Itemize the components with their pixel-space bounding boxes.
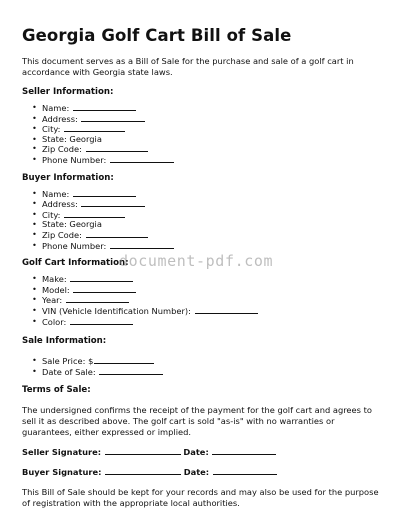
seller-heading: Seller Information: (22, 87, 114, 97)
buyer-date-label: Date: (183, 467, 210, 478)
cart-list (22, 274, 383, 327)
cart-model-field[interactable] (73, 285, 136, 293)
seller-date-field[interactable] (212, 447, 276, 455)
seller-state-label: State: Georgia (42, 133, 102, 144)
intro-paragraph: This document serves as a Bill of Sale for the purchase and sale of a golf cart in accordance with Georgia state laws. (22, 56, 354, 77)
sale-price-field[interactable] (94, 356, 154, 364)
seller-phone-field[interactable] (110, 155, 174, 163)
cart-vin-field[interactable] (195, 306, 258, 314)
seller-phone-item (42, 155, 383, 166)
cart-year-field[interactable] (66, 295, 129, 303)
seller-state-item (42, 135, 383, 145)
seller-address-field[interactable] (81, 114, 145, 122)
seller-zip-field[interactable] (86, 144, 148, 152)
cart-vin-label: VIN (Vehicle Identification Number): (42, 305, 191, 316)
buyer-phone-label: Phone Number: (42, 240, 107, 251)
cart-heading: Golf Cart Information: (22, 258, 129, 269)
buyer-zip-label: Zip Code: (42, 229, 82, 240)
sale-date-label: Date of Sale: (42, 366, 96, 377)
seller-signature-field[interactable] (105, 447, 181, 455)
buyer-city-label: City: (42, 209, 61, 220)
sale-list (22, 356, 383, 377)
sale-date-item (42, 367, 383, 378)
buyer-city-field[interactable] (64, 210, 125, 218)
buyer-zip-item (42, 230, 383, 241)
terms-paragraph: The undersigned confirms the receipt of the payment for the golf cart and agrees to sell it as described above. The golf cart is sold "as-is" with no warranties or guarantees, either expressed or implied. (22, 405, 372, 438)
cart-make-field[interactable] (70, 274, 133, 282)
document-title: Georgia Golf Cart Bill of Sale (22, 26, 292, 45)
cart-make-item (42, 274, 383, 285)
cart-year-label: Year: (42, 295, 63, 306)
buyer-signature-row (22, 467, 383, 478)
seller-zip-label: Zip Code: (42, 144, 82, 155)
seller-date-label: Date: (183, 447, 209, 458)
closing-paragraph: This Bill of Sale should be kept for your records and may also be used for the purpose of registration with the appropriate local authorities. (22, 487, 379, 509)
buyer-address-label: Address: (42, 199, 78, 210)
buyer-state-item (42, 220, 383, 230)
buyer-date-field[interactable] (213, 467, 277, 475)
buyer-signature-field[interactable] (105, 467, 181, 475)
seller-zip-item (42, 144, 383, 155)
sale-heading: Sale Information: (22, 336, 107, 347)
cart-year-item (42, 295, 383, 306)
cart-color-label: Color: (42, 316, 67, 327)
seller-city-field[interactable] (64, 124, 125, 132)
buyer-zip-field[interactable] (86, 230, 148, 238)
seller-phone-label: Phone Number: (42, 154, 107, 165)
seller-signature-row (22, 447, 383, 458)
buyer-name-label: Name: (42, 188, 70, 199)
seller-name-label: Name: (42, 103, 70, 113)
buyer-phone-item (42, 241, 383, 252)
sale-price-label: Sale Price: $ (42, 356, 94, 367)
seller-signature-label: Seller Signature: (22, 447, 102, 458)
cart-vin-item (42, 306, 383, 317)
buyer-heading: Buyer Information: (22, 172, 114, 183)
cart-model-item (42, 285, 383, 296)
seller-address-label: Address: (42, 113, 78, 124)
cart-color-field[interactable] (70, 317, 133, 325)
buyer-state-label: State: Georgia (42, 219, 102, 230)
buyer-address-field[interactable] (81, 199, 145, 207)
terms-heading: Terms of Sale: (22, 385, 91, 396)
buyer-phone-field[interactable] (110, 241, 174, 249)
buyer-address-item (42, 199, 383, 210)
seller-address-item (42, 114, 383, 125)
watermark: document-pdf.com (119, 252, 274, 270)
buyer-signature-label: Buyer Signature: (22, 467, 102, 478)
seller-name-field[interactable] (73, 103, 136, 111)
cart-model-label: Model: (42, 284, 70, 295)
seller-name-item (42, 103, 383, 114)
seller-list (22, 103, 383, 166)
buyer-list (22, 189, 383, 252)
cart-color-item (42, 317, 383, 328)
cart-make-label: Make: (42, 274, 67, 285)
sale-price-item (42, 356, 383, 367)
buyer-name-field[interactable] (73, 189, 136, 197)
sale-date-field[interactable] (99, 367, 163, 375)
buyer-name-item (42, 189, 383, 200)
seller-city-label: City: (42, 124, 61, 135)
